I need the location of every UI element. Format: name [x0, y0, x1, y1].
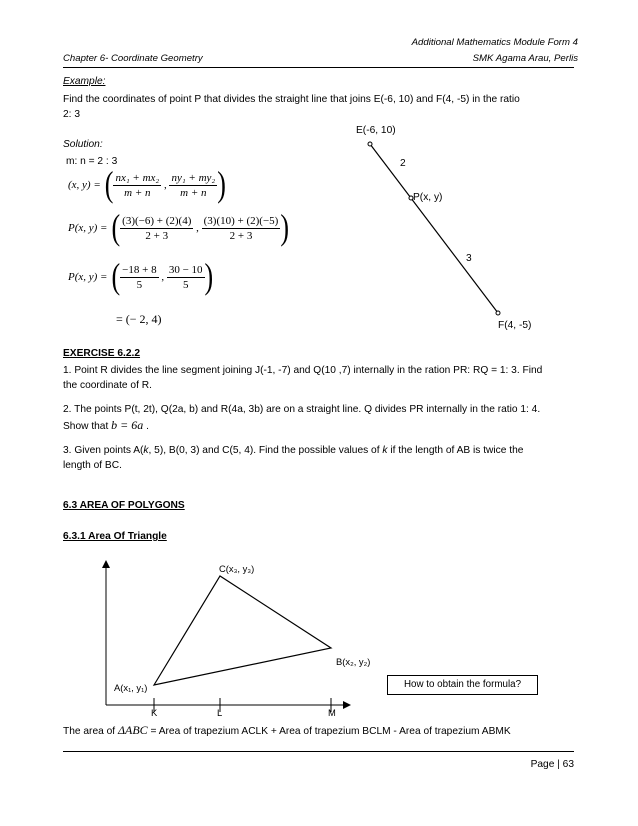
step2-y-numerator: 30 − 10 [168, 263, 203, 276]
ratio-line: m: n = 2 : 3 [66, 156, 118, 167]
example-problem-line1: Find the coordinates of point P that divides the straight line that joins E(-6, 10) and F(4, -5) in the ratio [63, 94, 520, 105]
axis-label-m: M [328, 707, 336, 718]
triangle-abc [154, 576, 331, 685]
subsection-heading: 6.3.1 Area Of Triangle [63, 531, 167, 542]
q3-part-b: , 5), B(0, 3) and C(5, 4). Find the possible values of [148, 445, 380, 456]
q3-line2: length of BC. [63, 459, 122, 471]
q2-math: b = 6a [111, 417, 144, 432]
example-problem-line2: 2: 3 [63, 109, 80, 120]
section-heading: 6.3 AREA OF POLYGONS [63, 500, 185, 511]
q3-k2: k [382, 445, 388, 456]
solution-heading: Solution: [63, 139, 103, 150]
section-formula: (x, y) = ( $\frac{\text{nx₁ + mx₂}}{m + n}$ , $\frac{\text{ny₁ + my₂}}{m + n}$ ) [68, 164, 226, 205]
area-statement [63, 723, 511, 738]
result: = (− 2, 4) [116, 312, 162, 326]
formula-y-denominator: m + n [180, 186, 207, 199]
area-prefix: The area of [63, 726, 116, 737]
q1-line2: the coordinate of R. [63, 379, 152, 391]
ratio-upper-label: 2 [400, 158, 406, 169]
axis-label-l: L [217, 707, 223, 718]
step2-x-numerator: −18 + 8 [122, 263, 157, 276]
school-name: SMK Agama Arau, Perlis [472, 53, 578, 64]
step1-y-denominator: 2 + 3 [229, 229, 253, 242]
point-c-label: C(x₃, y₃) [219, 563, 255, 574]
page-number: Page | 63 [530, 759, 574, 770]
simplification-step: P(x, y) = ( $\frac{-18 + 8}{5}$ , $\frac{30 - 10}{5}$ ) [68, 256, 214, 297]
step2-y-denominator: 5 [182, 278, 189, 291]
step1-y-numerator: (3)(10) + (2)(−5) [203, 214, 279, 227]
formula-x-denominator: m + n [124, 186, 151, 199]
triangle-symbol: ΔABC [117, 723, 148, 737]
q3-part-a: 3. Given points A( [63, 445, 144, 456]
chapter-title: Chapter 6- Coordinate Geometry [63, 53, 203, 64]
q2-line2-prefix: Show that [63, 420, 109, 432]
q3-k: k [143, 445, 149, 456]
axis-label-k: K [151, 707, 158, 718]
exercise-heading: EXERCISE 6.2.2 [63, 348, 141, 359]
point-f-label: F(4, -5) [498, 320, 532, 331]
exercise-question-3 [63, 444, 553, 473]
ratio-lower-label: 3 [466, 253, 472, 264]
point-b-label: B(x₂, y₂) [336, 656, 371, 667]
area-suffix: = Area of trapezium ACLK + Area of trapezium BCLM - Area of trapezium ABMK [150, 726, 511, 737]
step1-lhs: P(x, y) = [68, 222, 108, 234]
exercise-question-1 [63, 364, 553, 393]
q2-line2-suffix: . [146, 420, 149, 432]
line-segment-figure [360, 135, 520, 325]
footer-divider [63, 751, 574, 752]
point-e-marker [368, 142, 372, 146]
header-divider [63, 67, 574, 68]
step1-x-numerator: (3)(−6) + (2)(4) [122, 214, 192, 227]
point-f-marker [496, 311, 500, 315]
q1-line1: 1. Point R divides the line segment joining J(-1, -7) and Q(10 ,7) internally in the ration PR: RQ = 1: 3. Find [63, 365, 543, 376]
point-a-label: A(x₁, y₁) [114, 682, 148, 693]
triangle-figure [95, 560, 355, 720]
q3-part-c: if the length of AB is twice the [390, 445, 524, 456]
substitution-step: P(x, y) = ( $\frac{(3)(-6) + (2)(4)}{2 + 3}$ , $\frac{(3)(10) + (2)(-5)}{2 + 3}$ ) [68, 207, 290, 248]
example-heading: Example: [63, 76, 106, 87]
point-e-label: E(-6, 10) [356, 125, 396, 136]
segment-ef [370, 144, 498, 313]
step2-lhs: P(x, y) = [68, 271, 108, 283]
formula-y-numerator: ny₁ + my₂ [171, 171, 216, 184]
point-p-label: P(x, y) [413, 192, 443, 203]
step1-x-denominator: 2 + 3 [145, 229, 169, 242]
q2-line1: 2. The points P(t, 2t), Q(2a, b) and R(4a, 3b) are on a straight line. Q divides PR internally in the ratio 1: 4. [63, 404, 541, 415]
formula-x-numerator: nx₁ + mx₂ [115, 171, 160, 184]
module-title: Additional Mathematics Module Form 4 [411, 37, 578, 48]
question-box: How to obtain the formula? [387, 675, 538, 695]
step2-x-denominator: 5 [136, 278, 143, 291]
formula-lhs: (x, y) = [68, 179, 101, 191]
exercise-question-2 [63, 403, 553, 434]
